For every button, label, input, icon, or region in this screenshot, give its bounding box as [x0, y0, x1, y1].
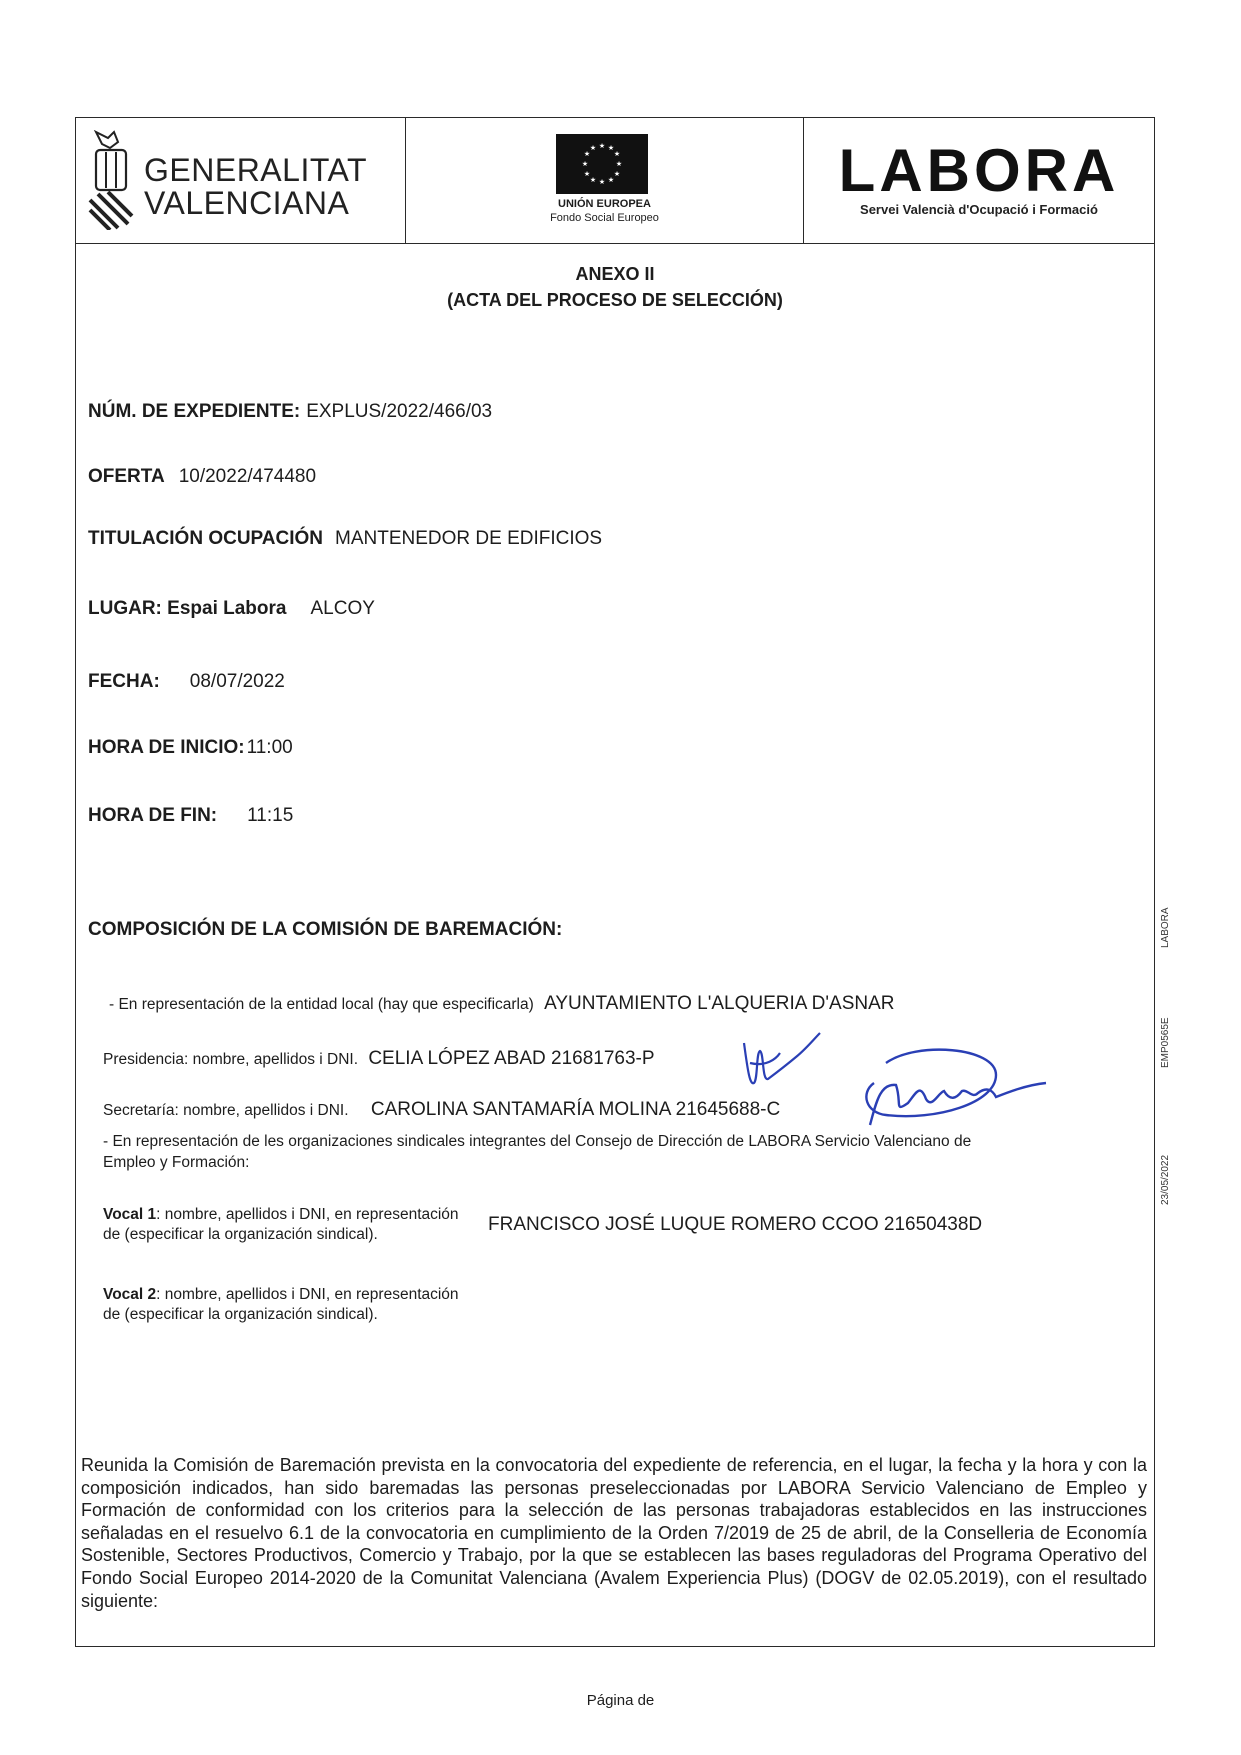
header-row: [76, 118, 1154, 244]
fecha-value: 08/07/2022: [189, 671, 285, 692]
eu-flag-icon: [556, 134, 648, 194]
titulacion-value: MANTENEDOR DE EDIFICIOS: [335, 528, 603, 549]
entidad-label: - En representación de la entidad local (hay que especificarla): [109, 996, 534, 1013]
field-fecha: [88, 671, 285, 693]
svg-text:★: ★: [581, 160, 589, 168]
presidencia-value: CELIA LÓPEZ ABAD 21681763-P: [368, 1048, 655, 1069]
titulacion-label: TITULACIÓN OCUPACIÓN: [88, 528, 324, 549]
document-subtitle: (ACTA DEL PROCESO DE SELECCIÓN): [447, 290, 783, 310]
generalitat-name: [144, 154, 367, 220]
oferta-label: OFERTA: [88, 466, 165, 487]
sindical-line2: Empleo y Formación:: [103, 1154, 250, 1171]
generalitat-logo-cell: [76, 118, 406, 243]
labora-logo-cell: [804, 118, 1154, 243]
secretaria-value: CAROLINA SANTAMARÍA MOLINA 21645688-C: [370, 1099, 781, 1120]
svg-text:★: ★: [613, 170, 621, 178]
field-oferta: [88, 466, 316, 488]
svg-text:★: ★: [598, 142, 606, 150]
field-titulacion: [88, 528, 602, 550]
vocal2-bold: Vocal 2: [103, 1286, 157, 1303]
vocal1-text1: : nombre, apellidos i DNI, en representación: [156, 1206, 459, 1223]
signature-secretaria-icon: [846, 1043, 1056, 1143]
field-hora-fin: [88, 805, 293, 827]
hora-inicio-value: 11:00: [246, 737, 293, 758]
side-stamp-labora: LABORA: [1160, 907, 1171, 948]
vocal1-line1: [103, 1206, 459, 1224]
entidad-value: AYUNTAMIENTO L'ALQUERIA D'ASNAR: [544, 993, 895, 1014]
comision-heading: COMPOSICIÓN DE LA COMISIÓN DE BAREMACIÓN:: [88, 919, 563, 940]
labora-subtitle: Servei Valencià d'Ocupació i Formació: [860, 202, 1098, 217]
fecha-label: FECHA:: [88, 671, 160, 692]
eu-logo-cell: [406, 118, 804, 243]
hora-fin-value: 11:15: [247, 805, 294, 826]
document-frame: [75, 117, 1155, 1647]
lugar-label: LUGAR: Espai Labora: [88, 598, 287, 619]
hora-inicio-label: HORA DE INICIO:: [88, 737, 245, 758]
eu-name: UNIÓN EUROPEA: [558, 198, 651, 210]
presidencia-label: Presidencia: nombre, apellidos i DNI.: [103, 1051, 359, 1068]
document-title: ANEXO II: [575, 264, 655, 284]
svg-text:★: ★: [607, 176, 615, 184]
side-stamp-code: EMP0565E: [1160, 1017, 1171, 1068]
oferta-value: 10/2022/474480: [178, 466, 317, 487]
generalitat-line2: VALENCIANA: [144, 185, 350, 221]
svg-text:★: ★: [613, 150, 621, 158]
svg-text:★: ★: [589, 176, 597, 184]
side-stamp-date: 23/05/2022: [1160, 1154, 1171, 1205]
sindical-line1: - En representación de les organizaciones sindicales integrantes del Consejo de Dirección de LABORA Servicio Valenciano de: [103, 1133, 972, 1150]
svg-text:★: ★: [583, 150, 591, 158]
hora-fin-label: HORA DE FIN:: [88, 805, 218, 826]
entidad-row: [109, 993, 894, 1015]
signature-presidencia-icon: [736, 1023, 836, 1103]
svg-text:★: ★: [598, 178, 606, 186]
vocal1-line2: de (especificar la organización sindical).: [103, 1226, 378, 1243]
svg-text:★: ★: [607, 144, 615, 152]
generalitat-line1: GENERALITAT: [144, 152, 368, 188]
field-expediente: [88, 401, 492, 423]
svg-text:★: ★: [589, 144, 597, 152]
presidencia-row: [103, 1048, 655, 1070]
svg-text:★: ★: [583, 170, 591, 178]
secretaria-row: [103, 1099, 780, 1121]
vocal2-line1: [103, 1286, 459, 1304]
svg-text:★: ★: [615, 160, 623, 168]
result-paragraph: Reunida la Comisión de Baremación prevista en la convocatoria del expediente de referencia, en el lugar, la fecha y la hora y con la composición indicados, han sido baremadas las personas preseleccionadas por LABORA Servicio Valenciano de Empleo y Formación de conformidad con los criterios para la selección de las personas trabajadoras establecidos en las instrucciones señaladas en el resuelvo 6.1 de la convocatoria en cumplimiento de la Orden 7/2019 de 25 de abril, de la Conselleria de Economía Sostenible, Sectores Productivos, Comercio y Trabajo, por la que se establecen las bases reguladoras del Programa Operativo del Fondo Social Europeo 2014-2020 de la Comunitat Valenciana (Avalem Experiencia Plus) (DOGV de 02.05.2019), con el resultado siguiente:: [81, 1455, 1147, 1611]
labora-title: LABORA: [838, 137, 1120, 204]
vocal1-value: FRANCISCO JOSÉ LUQUE ROMERO CCOO 21650438D: [488, 1214, 983, 1235]
vocal2-line2: de (especificar la organización sindical).: [103, 1306, 378, 1323]
expediente-label: NÚM. DE EXPEDIENTE:: [88, 401, 301, 422]
generalitat-crest-icon: [88, 130, 134, 230]
vocal2-text1: : nombre, apellidos i DNI, en representación: [156, 1286, 459, 1303]
vocal1-bold: Vocal 1: [103, 1206, 157, 1223]
eu-fund: Fondo Social Europeo: [550, 212, 659, 224]
field-lugar: [88, 598, 375, 620]
secretaria-label: Secretaría: nombre, apellidos i DNI.: [103, 1102, 349, 1119]
page-footer: Página de: [586, 1692, 655, 1709]
field-hora-inicio: [88, 737, 293, 759]
lugar-value: ALCOY: [310, 598, 375, 619]
expediente-value: EXPLUS/2022/466/03: [306, 401, 493, 422]
